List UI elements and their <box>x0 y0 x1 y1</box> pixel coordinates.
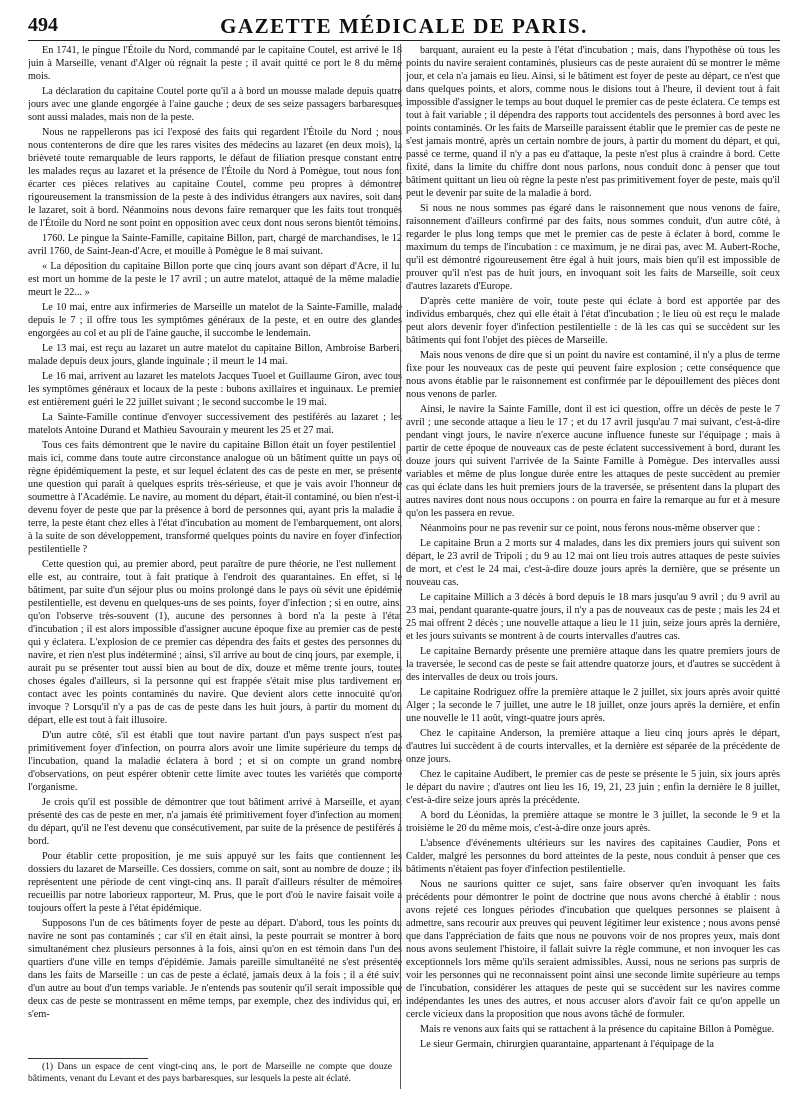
footnote-text: (1) Dans un espace de cent vingt-cinq ans, le port de Marseille ne compte que douze bâtiments, venant du Levant et des pays barbaresques, sur lesquels la peste ait éclaté. <box>28 1062 392 1084</box>
paragraph: barquant, auraient eu la peste à l'état d'incubation ; mais, dans l'hypothèse où tous les points du navire seraient contaminés, plusieurs cas de peste auraient dû se montrer le même jour, et cela n'a jamais eu lieu. Ainsi, si le bâtiment est foyer de peste au départ, ce n'est que dans quelques points, et alors, comme nous le disions tout à l'heure, il devient tout à fait impossible d'assigner le temps au bout duquel le premier cas de peste éclatera. Ce temps est tout à fait variable ; il dépendra des rapports tout accidentels des personnes à bord avec les points contaminés. Or les faits de Marseille paraissent établir que le premier cas de peste ne s'est jamais montré, après un certain nombre de jours, à partir du moment du départ, et qui, passé ce terme, quand il n'y a pas eu d'attaque, la peste n'est plus à craindre à bord. Cette fixité, dans la limite du chiffre dont nous parlons, nous conduit donc à penser que tout bâtiment quittant un lieu où règne la peste n'est pas primitivement foyer de peste, mais qu'il peut le devenir par suite de la maladie à bord. <box>406 45 780 199</box>
paragraph: D'après cette manière de voir, toute peste qui éclate à bord est apportée par des individus embarqués, chez qui elle était à l'état d'incubation ; le lieu où est reçu le malade peut alors devenir foyer d'infection pestilentielle : de là les cas qui se succèdent sur les bâtiments qui font l'objet des pièces de Marseille. <box>406 296 780 346</box>
page-header <box>28 14 780 40</box>
page-number: 494 <box>28 14 58 36</box>
paragraph: Si nous ne nous sommes pas égaré dans le raisonnement que nous venons de faire, raisonnement d'ailleurs confirmé par des faits, nous sommes conduit, d'un autre côté, à regarder le plus long temps que met le premier cas de peste à éclater à bord, comme le maximum du temps de l'incubation : ce maximum, je ne dirai pas, avec M. Aubert-Roche, qu'il est démontré rigoureusement être égal à huit jours, mais bien qu'il est impossible de prouver qu'il n'est pas de huit jours, en invoquant soit les faits de Marseille, soit ceux d'autres lazarets d'Europe. <box>406 203 780 292</box>
paragraph: Néanmoins pour ne pas revenir sur ce point, nous ferons nous-même observer que : <box>420 523 761 534</box>
paragraph: Mais re venons aux faits qui se rattachent à la présence du capitaine Billon à Pomègue. <box>420 1024 775 1035</box>
paragraph: La Sainte-Famille continue d'envoyer successivement des pestiférés au lazaret ; les matelots Antoine Durand et Mathieu Savourain y meurent les 25 et 27 mai. <box>28 412 402 436</box>
paragraph: En 1741, le pingue l'Étoile du Nord, commandé par le capitaine Coutel, est arrivé le 18 juin à Marseille, venant d'Alger où régnait la peste ; il avait quitté ce port le 8 du même mois. <box>28 45 402 82</box>
journal-title: GAZETTE MÉDICALE DE PARIS. <box>220 14 588 38</box>
paragraph: A bord du Léonidas, la première attaque se montre le 3 juillet, la seconde le 9 et la troisième le 20 du même mois, c'est-à-dire onze jours après. <box>406 810 780 834</box>
paragraph: Chez le capitaine Anderson, la première attaque a lieu cinq jours après le départ, d'autres lui succèdent à de courts intervalles, et la dernière est séparée de la précédente de onze jours. <box>406 728 780 765</box>
paragraph: Cette question qui, au premier abord, peut paraître de pure théorie, ne l'est nullement : elle est, au contraire, tout à fait pratique à l'endroit des quarantaines. En effet, si le bâtiment, par suite d'un séjour plus ou moins prolongé dans le pays où sévit une épidémie pestilentielle, est devenu en quelques-uns de ses points, foyer d'infection ; si en outre, ainsi qu'on l'observe très-souvent (1), aucune des personnes à bord n'a la peste à l'état d'incubation ; il est alors impossible d'assigner aucune époque fixe au premier cas de peste qui y éclatera. L'explosion de ce premier cas dépendra des faits et gestes des personnes du navire, et rien n'est plus indéterminé ; ainsi, s'il arrive au bout de cinq jours, par exemple, il aurait pu se présenter tout aussi bien au bout de dix, douze et même trente jours, toutes choses égales d'ailleurs, si la personne qui est frappée s'était mise plus tardivement en contact avec les points contaminés du navire. Que devient alors cette innocuité qu'on invoque ? Lorsqu'il n'y a pas de cas de peste dans les huit jours, à partir du moment du départ, elle est tout à fait illusoire. <box>28 559 402 726</box>
column-divider <box>400 44 401 1089</box>
paragraph: 1760. Le pingue la Sainte-Famille, capitaine Billon, part, chargé de marchandises, le 12 avril 1760, de Saint-Jean-d'Acre, et mouille à Pomègue le 8 mai suivant. <box>28 233 402 257</box>
paragraph: D'un autre côté, s'il est établi que tout navire partant d'un pays suspect n'est pas primitivement foyer d'infection, on pourra alors avoir une limite supérieure du temps de l'incubation, quand la maladie éclatera à bord ; et si on compte un grand nombre d'observations, on peut espérer obtenir cette limite avec toutes les variétés que comporte l'organisme. <box>28 730 402 793</box>
paragraph: Ainsi, le navire la Sainte Famille, dont il est ici question, offre un décès de peste le 7 avril ; une seconde attaque a lieu le 17 ; et du 17 avril jusqu'au 7 mai suivant, c'est-à-dire pendant vingt jours, le navire n'exerce aucune influence funeste sur l'équipage ; mais à partir de cette époque de nouveaux cas de peste éclatent successivement à bord, durant les douze jours qui suivent l'arrivée de la Sainte Famille à Pomègue. Des intervalles aussi variables et même de plus longue durée entre les attaques de peste succèdent au premier cas qui éclate dans les huit premiers jours de la traversée, se présentent dans la plupart des autres navires dont nous nous occupons : on pourra en faire la remarque au fur et à mesure qu'on les passera en revue. <box>406 404 780 519</box>
paragraph: Le capitaine Bernardy présente une première attaque dans les quatre premiers jours de la traversée, le second cas de peste se fait attendre quatorze jours, et d'autres se succèdent à des intervalles de deux ou trois jours. <box>406 646 780 683</box>
paragraph: Le capitaine Millich a 3 décès à bord depuis le 18 mars jusqu'au 9 avril ; du 9 avril au 23 mai, pendant quarante-quatre jours, il n'y a pas de nouveaux cas de peste ; mais les 24 et 25 mai offrent 2 décès ; une nouvelle attaque a lieu le 11 juin, seize jours après la dernière, et les jours suivants se montrent à de courts intervalles d'autres cas. <box>406 592 780 642</box>
paragraph: L'absence d'événements ultérieurs sur les navires des capitaines Caudier, Pons et Calder, malgré les personnes du bord atteintes de la peste, nous conduit à penser que ces bâtiments n'étaient pas foyer d'infection pestilentielle. <box>406 838 780 875</box>
paragraph: Le sieur Germain, chirurgien quarantaine, appartenant à l'équipage de la <box>420 1039 714 1050</box>
paragraph: Le 10 mai, entre aux infirmeries de Marseille un matelot de la Sainte-Famille, malade depuis le 7 ; il offre tous les symptômes généraux de la peste, et en outre des glandes engorgées au col et au pli de l'aine gauche, il succombe le lendemain. <box>28 302 402 339</box>
paragraph: La déclaration du capitaine Coutel porte qu'il a à bord un mousse malade depuis quatre jours avec une glande engorgée à l'aine gauche ; deux de ses seize passagers barbaresques sont aussi malades, mais non de la peste. <box>28 86 402 123</box>
right-column <box>406 44 780 1089</box>
paragraph: Nous ne saurions quitter ce sujet, sans faire observer qu'en invoquant les faits précédents pour démontrer le point de doctrine que nous avons cherché à établir : nous avons rejeté ces longues périodes d'incubation que quelques personnes se plaisent à admettre, sans recourir aux preuves qui peuvent légitimer leur existence ; nous avons pensé que dans l'appréciation de faits que nous ne pouvons voir de nos propres yeux, mais dont nous avons seulement l'histoire, il fallait suivre la règle commune, et non invoquer les cas exceptionnels lors même qu'ils seraient admissibles. Aussi, nous ne serions pas surpris de voir les personnes qui ne reconnaissent point ainsi une seconde limite supérieure au temps de l'incubation, considérer les attaques de peste qui se succèdent sur les navires comme indépendantes les unes des autres, et nous accuser alors d'avoir fait ce qu'on appelle un cercle vicieux dans la proposition que nous avons tâché de formuler. <box>406 879 780 1020</box>
paragraph: « La déposition du capitaine Billon porte que cinq jours avant son départ d'Acre, il lui est mort un homme de la peste le 17 avril ; un autre matelot, attaqué de la même maladie, meurt le 22... » <box>28 261 402 298</box>
paragraph: Pour établir cette proposition, je me suis appuyé sur les faits que contiennent les dossiers du lazaret de Marseille. Ces dossiers, comme on sait, sont au nombre de douze ; ils représentent une période de cent vingt-cinq ans. Il paraît d'ailleurs résulter de mémoires recueillis par notre laborieux rapporteur, M. Prus, que le port d'où le navire faisait voile a toujours offert la peste à l'état épidémique. <box>28 851 402 914</box>
paragraph: Tous ces faits démontrent que le navire du capitaine Billon était un foyer pestilentiel ; mais ici, comme dans toute autre circonstance analogue où un bâtiment quitte un pays où règne épidémiquement la peste, et sur lequel éclatent des cas de peste en mer, se présente une question qui paraît à quelques esprits très-sérieuse, et que je vais avoir l'honneur de soumettre à l'Académie. Le navire, au moment du départ, était-il contaminé, ou bien n'est-il devenu foyer de peste que par la présence à bord de personnes qui, ayant pris la maladie à terre, la peste étant chez elles à l'état d'incubation au moment de l'embarquement, ont alors, à la suite de son développement, transformé quelques points du navire en foyer d'infection pestilentielle ? <box>28 440 402 555</box>
footnote <box>28 1062 392 1085</box>
paragraph: Le 13 mai, est reçu au lazaret un autre matelot du capitaine Billon, Ambroise Barberi, malade depuis deux jours, glande inguinale ; il meurt le 14 mai. <box>28 343 402 367</box>
footnote-rule <box>28 1058 148 1059</box>
paragraph: Je crois qu'il est possible de démontrer que tout bâtiment arrivé à Marseille, et ayant présenté des cas de peste en mer, n'a jamais été primitivement foyer d'infection au moment du départ, qu'il ne l'est devenu que consécutivement, par suite de la présence de pestiférés à bord. <box>28 797 402 847</box>
paragraph: Chez le capitaine Audibert, le premier cas de peste se présente le 5 juin, six jours après le départ du navire ; d'autres ont lieu les 16, 19, 21, 23 juin ; enfin la dernière le 8 juillet, c'est-à-dire seize jours après la précédente. <box>406 769 780 806</box>
paragraph: Nous ne rappellerons pas ici l'exposé des faits qui regardent l'Étoile du Nord ; nous nous contenterons de dire que les rares visites des médecins au lazaret (en deux mois), la brièveté toute remarquable de leurs rapports, le défaut de filiation presque constant entre les malades reçus au lazaret et la présence de l'Étoile du Nord à Pomègue, tout nous font écarter ces pièces relatives au capitaine Coutel, comme peu propres à démontrer rigoureusement la transmission de la peste à des individus étrangers aux navires, soit dans le lazaret, soit à bord. Néanmoins nous devons faire remarquer que les faits tout tronqués de l'Étoile du Nord ne sont point en opposition avec ceux dont nous serons bientôt témoins. <box>28 127 402 229</box>
left-column <box>28 44 402 1054</box>
paragraph: Le capitaine Rodriguez offre la première attaque le 2 juillet, six jours après avoir quitté Alger ; la seconde le 7 juillet, une autre le 18 juillet, onze jours après la dernière, et enfin une nouvelle le 11 août, vingt-quatre jours après. <box>406 687 780 724</box>
paragraph: Supposons l'un de ces bâtiments foyer de peste au départ. D'abord, tous les points du navire ne sont pas contaminés ; car s'il en était ainsi, la peste pourrait se montrer à bord simultanément chez plusieurs personnes à la fois, ainsi qu'on en est témoin dans l'un des quartiers d'une ville en temps d'épidémie. Jamais pareille simultanéité ne s'est présentée dans les faits de Marseille : un cas de peste a éclaté, jamais deux à la fois ; il a été suivi d'un autre au bout d'un temps variable. Je n'entends pas soutenir qu'il serait impossible que deux cas de peste se montrassent en même temps, par exemple, chez des individus qui, en s'em- <box>28 918 402 1020</box>
paragraph: Le capitaine Brun a 2 morts sur 4 malades, dans les dix premiers jours qui suivent son départ, le 23 avril de Tripoli ; du 9 au 12 mai ont lieu trois autres attaques de peste suivies de mort, et c'est le 24 mai, c'est-à-dire douze jours après la dernière, que se présente un nouveau cas. <box>406 538 780 588</box>
header-rule <box>28 40 780 41</box>
paragraph: Mais nous venons de dire que si un point du navire est contaminé, il n'y a plus de terme fixe pour les nouveaux cas de peste qui peuvent faire explosion ; cette conséquence que nous avons établie par le raisonnement est confirmée par le dépouillement des pièces dont nous venons de parler. <box>406 350 780 400</box>
paragraph: Le 16 mai, arrivent au lazaret les matelots Jacques Tuoel et Guillaume Giron, avec tous les symptômes généraux et locaux de la peste : bubons axillaires et inguinaux. Le premier est entièrement guéri le 22 juillet suivant ; le second succombe le 19 mai. <box>28 371 402 408</box>
